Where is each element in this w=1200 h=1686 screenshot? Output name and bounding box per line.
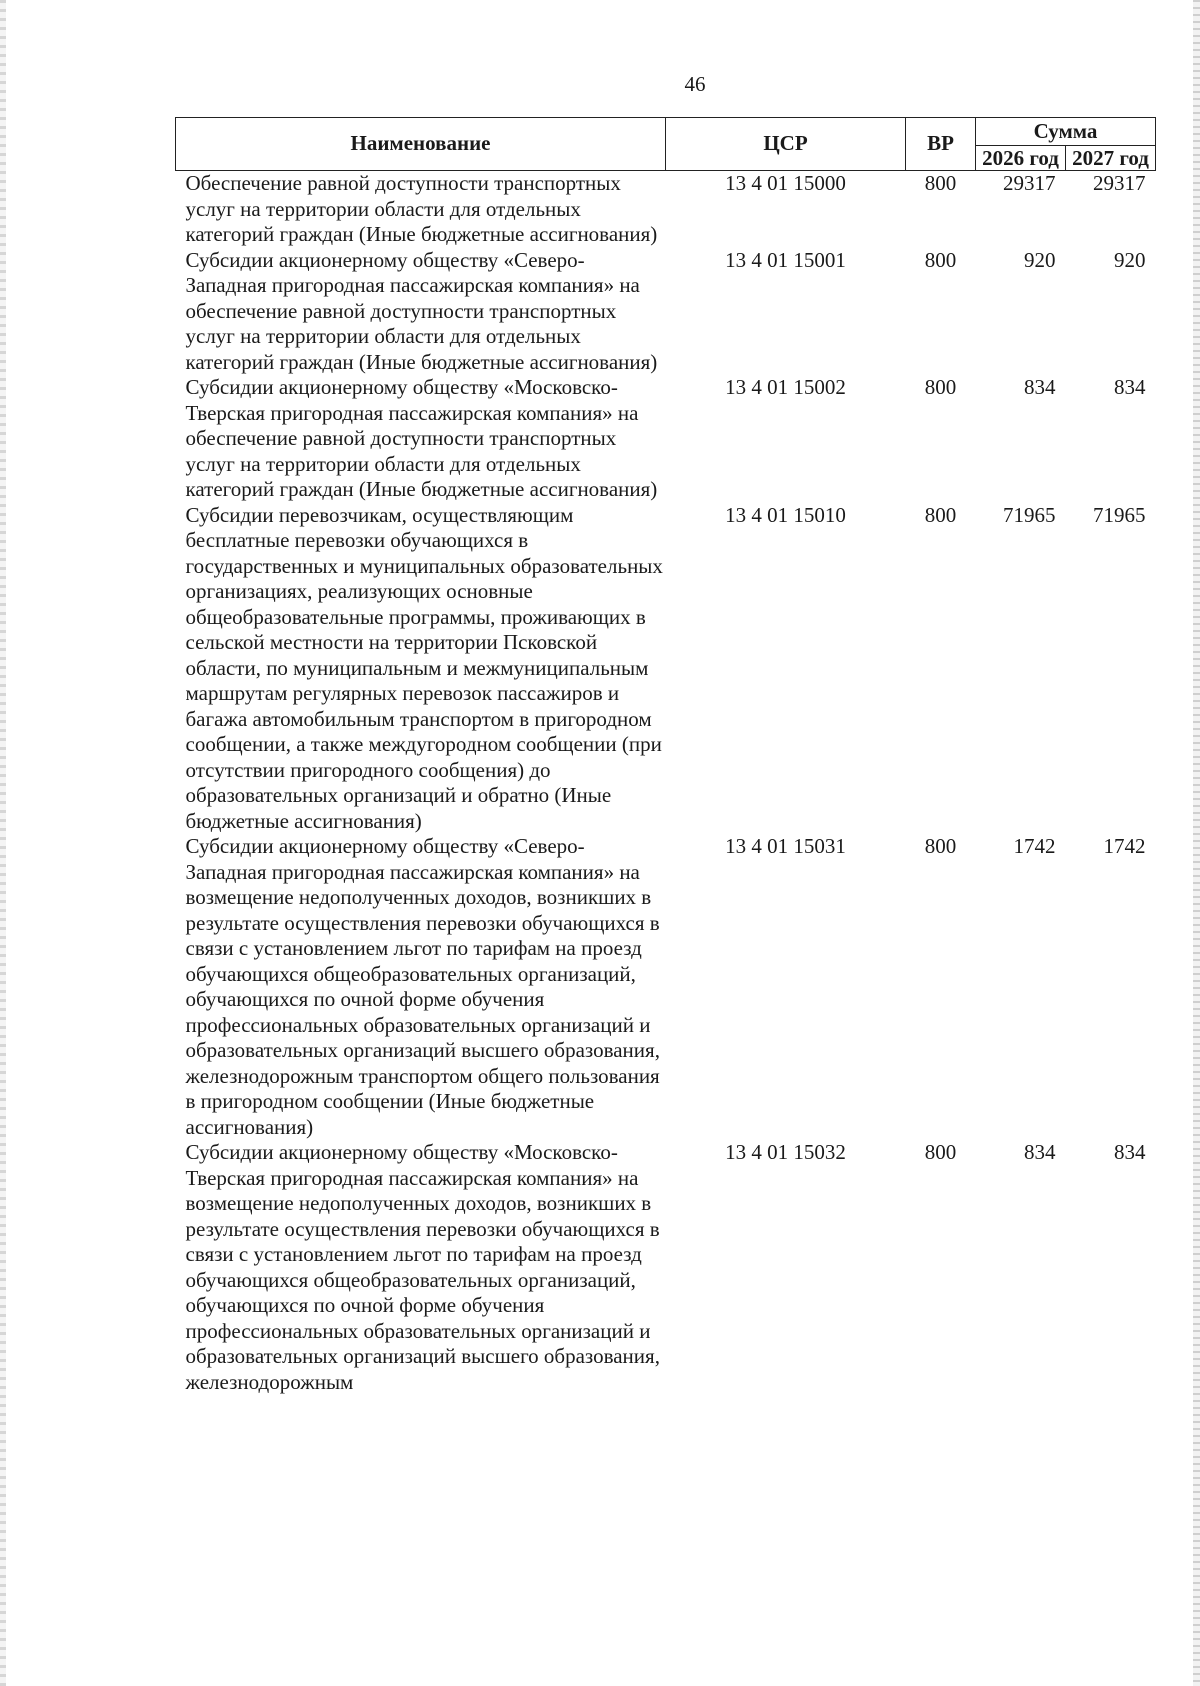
- row-amount-2027: 834: [1114, 1140, 1146, 1164]
- row-amount-2027: 29317: [1093, 171, 1146, 195]
- header-year-2026: 2026 год: [976, 146, 1066, 171]
- budget-table: [175, 117, 1156, 1395]
- header-csr: ЦСР: [666, 118, 906, 171]
- row-csr: 13 4 01 15010: [725, 502, 846, 527]
- row-csr: 13 4 01 15002: [725, 375, 846, 399]
- row-name: Субсидии акционерному обществу «Северо-Западная пригородная пассажирская компания» на возмещение недополученных доходов, возникших в результате осуществления перевозки обучающихся в связи с установлением льгот по тарифам на проезд обучающихся общеобразовательных организаций, обучающихся по очной форме обучения профессиональных образовательных организаций и образовательных организаций высшего образования, железнодорожным транспортом общего пользования в пригородном сообщении (Иные бюджетные ассигнования): [185, 834, 660, 1139]
- row-amount-2027: 1742: [1103, 834, 1146, 858]
- table-row: [176, 503, 1156, 835]
- row-name: Субсидии акционерному обществу «Московско-Тверская пригородная пассажирская компания» на возмещение недополученных доходов, возникших в результате осуществления перевозки обучающихся в связи с установлением льгот по тарифам на проезд обучающихся общеобразовательных организаций, обучающихся по очной форме обучения профессиональных образовательных организаций и образовательных организаций высшего образования, железнодорожным: [185, 1140, 660, 1394]
- row-amount-2027: 834: [1114, 375, 1146, 399]
- header-vr: ВР: [906, 118, 976, 171]
- header-year-2027: 2027 год: [1066, 146, 1156, 171]
- table-row: [176, 1140, 1156, 1395]
- row-amount-2027: 920: [1114, 247, 1146, 272]
- row-csr: 13 4 01 15001: [725, 247, 846, 272]
- table-body: [176, 171, 1156, 1396]
- row-name: Субсидии акционерному обществу «Северо-Западная пригородная пассажирская компания» на обеспечение равной доступности транспортных услуг на территории области для отдельных категорий граждан (Иные бюджетные ассигнования): [185, 247, 658, 374]
- row-csr: 13 4 01 15032: [725, 1140, 846, 1164]
- row-vr: 800: [924, 375, 957, 399]
- row-name: Субсидии акционерному обществу «Московско-Тверская пригородная пассажирская компания» на обеспечение равной доступности транспортных услуг на территории области для отдельных категорий граждан (Иные бюджетные ассигнования): [185, 375, 658, 501]
- row-name: Субсидии перевозчикам, осуществляющим бесплатные перевозки обучающихся в государственных и муниципальных образовательных организациях, реализующих основные общеобразовательные программы, проживающих в сельской местности на территории Псковской области, по муниципальным и межмуниципальным маршрутам регулярных перевозок пассажиров и багажа автомобильным транспортом в пригородном сообщении, а также междугородном сообщении (при отсутствии пригородного сообщения) до образовательных организаций и обратно (Иные бюджетные ассигнования): [185, 502, 663, 833]
- table-row: [176, 375, 1156, 503]
- row-amount-2026: 834: [1024, 1140, 1056, 1164]
- table-row: [176, 171, 1156, 248]
- row-vr: 800: [924, 171, 957, 195]
- header-sum: Сумма: [976, 118, 1156, 146]
- table-row: [176, 248, 1156, 376]
- scan-edge-left: [0, 0, 6, 1686]
- row-amount-2027: 71965: [1093, 502, 1146, 527]
- row-csr: 13 4 01 15031: [725, 834, 846, 858]
- row-vr: 800: [924, 247, 957, 272]
- row-vr: 800: [924, 834, 957, 858]
- page-number: 46: [684, 72, 706, 96]
- row-vr: 800: [924, 1140, 957, 1164]
- row-amount-2026: 834: [1024, 375, 1056, 399]
- row-amount-2026: 920: [1024, 247, 1056, 272]
- row-name: Обеспечение равной доступности транспортных услуг на территории области для отдельных категорий граждан (Иные бюджетные ассигнования): [185, 171, 658, 246]
- header-name: Наименование: [176, 118, 666, 171]
- row-vr: 800: [924, 502, 957, 527]
- row-amount-2026: 29317: [1003, 171, 1056, 195]
- row-amount-2026: 1742: [1013, 834, 1056, 858]
- table-row: [176, 834, 1156, 1140]
- table-header: [176, 118, 1156, 171]
- row-amount-2026: 71965: [1003, 502, 1056, 527]
- scan-edge-right: [1193, 0, 1200, 1686]
- row-csr: 13 4 01 15000: [725, 171, 846, 195]
